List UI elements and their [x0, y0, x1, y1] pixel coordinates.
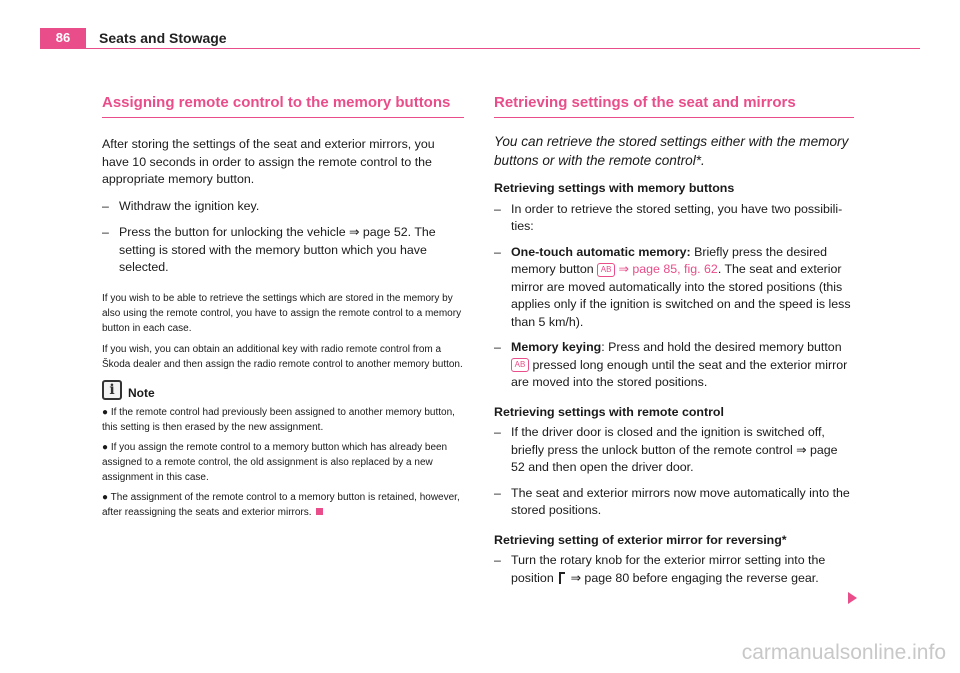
step-item: – One-touch automatic memory: Briefly press the desired memory button AB ⇒ page 85, fig. 62. The seat and exterior mirror are moved automatically into the stored positions (this applies only if the ignition is switched on and the speed is less than 5 km/h). [494, 244, 851, 329]
step-item: – Memory keying: Press and hold the desired memory button AB pressed long enough until the seat and the exterior mirror are moved into the stored positions. [494, 340, 848, 389]
info-paragraph: If you wish, you can obtain an additional key with radio remote control from a Škoda dealer and then assign the radio remote control to another memory button. [102, 343, 463, 370]
onetouch-label: One-touch automatic memory: [511, 244, 691, 259]
info-icon: i [102, 380, 122, 400]
dash: – [494, 340, 501, 354]
memory-button-icon: AB [597, 263, 615, 277]
header-rule [40, 48, 920, 49]
bullet-icon: ● [102, 406, 109, 418]
lead-text: You can retrieve the stored settings either with the memory buttons or with the remote control*. [494, 134, 849, 168]
right-heading: Retrieving settings of the seat and mirrors [494, 94, 854, 118]
note-header [102, 380, 464, 400]
subheading: Retrieving settings with memory buttons [494, 181, 735, 195]
note-label: Note [128, 385, 155, 400]
note-item: ● The assignment of the remote control to a memory button is retained, however, after reassigning the seats and exterior mirrors. [102, 491, 460, 518]
watermark: carmanualsonline.info [741, 641, 946, 664]
info-paragraph: If you wish to be able to retrieve the settings which are stored in the memory by also using the remote control, you have to assign the remote control to a memory button in each case. [102, 292, 462, 334]
continue-arrow-icon [848, 592, 857, 604]
memory-button-icon: AB [511, 358, 529, 372]
dash: – [494, 201, 501, 216]
step-item: – The seat and exterior mirrors now move automatically into the stored positions. [494, 485, 850, 517]
bullet-icon: ● [102, 491, 109, 503]
dash: – [102, 198, 109, 213]
subheading: Retrieving setting of exterior mirror for reversing* [494, 532, 787, 547]
step-item: – Turn the rotary knob for the exterior mirror setting into the position ⇒ page 80 before engaging the reverse gear. [494, 553, 826, 585]
step-item: – Press the button for unlocking the vehicle ⇒ page 52. The setting is stored with the memory button which you have selected. [102, 225, 436, 274]
page-number: 86 [40, 28, 86, 48]
step-item: – If the driver door is closed and the ignition is switched off, briefly press the unlock button of the remote control ⇒ page 52 and then open the driver door. [494, 425, 838, 474]
keying-label: Memory keying [511, 340, 602, 354]
reverse-position-icon [559, 572, 565, 584]
dash: – [494, 244, 501, 259]
left-intro: After storing the settings of the seat and exterior mirrors, you have 10 seconds in order to assign the remote control to the appropriate memory button. [102, 137, 435, 186]
note-item: ● If the remote control had previously been assigned to another memory button, this setting is then erased by the new assignment. [102, 406, 455, 433]
left-column [102, 94, 464, 520]
page-reference-link[interactable]: ⇒ page 85, fig. 62 [618, 262, 718, 276]
bullet-icon: ● [102, 441, 109, 453]
dash: – [102, 225, 109, 239]
step-item: – Withdraw the ignition key. [102, 198, 464, 216]
dash: – [494, 425, 501, 439]
right-column [494, 94, 854, 587]
note-item: ● If you assign the remote control to a memory button which has already been assigned to a remote control, the old assignment is also replaced by a new assignment in this case. [102, 441, 448, 483]
section-end-icon [316, 508, 323, 515]
subheading: Retrieving settings with remote control [494, 404, 724, 419]
left-heading: Assigning remote control to the memory buttons [102, 94, 464, 118]
dash: – [494, 553, 501, 567]
section-title: Seats and Stowage [99, 30, 227, 46]
dash: – [494, 485, 501, 500]
step-item: – In order to retrieve the stored setting, you have two possibili-ties: [494, 201, 843, 233]
